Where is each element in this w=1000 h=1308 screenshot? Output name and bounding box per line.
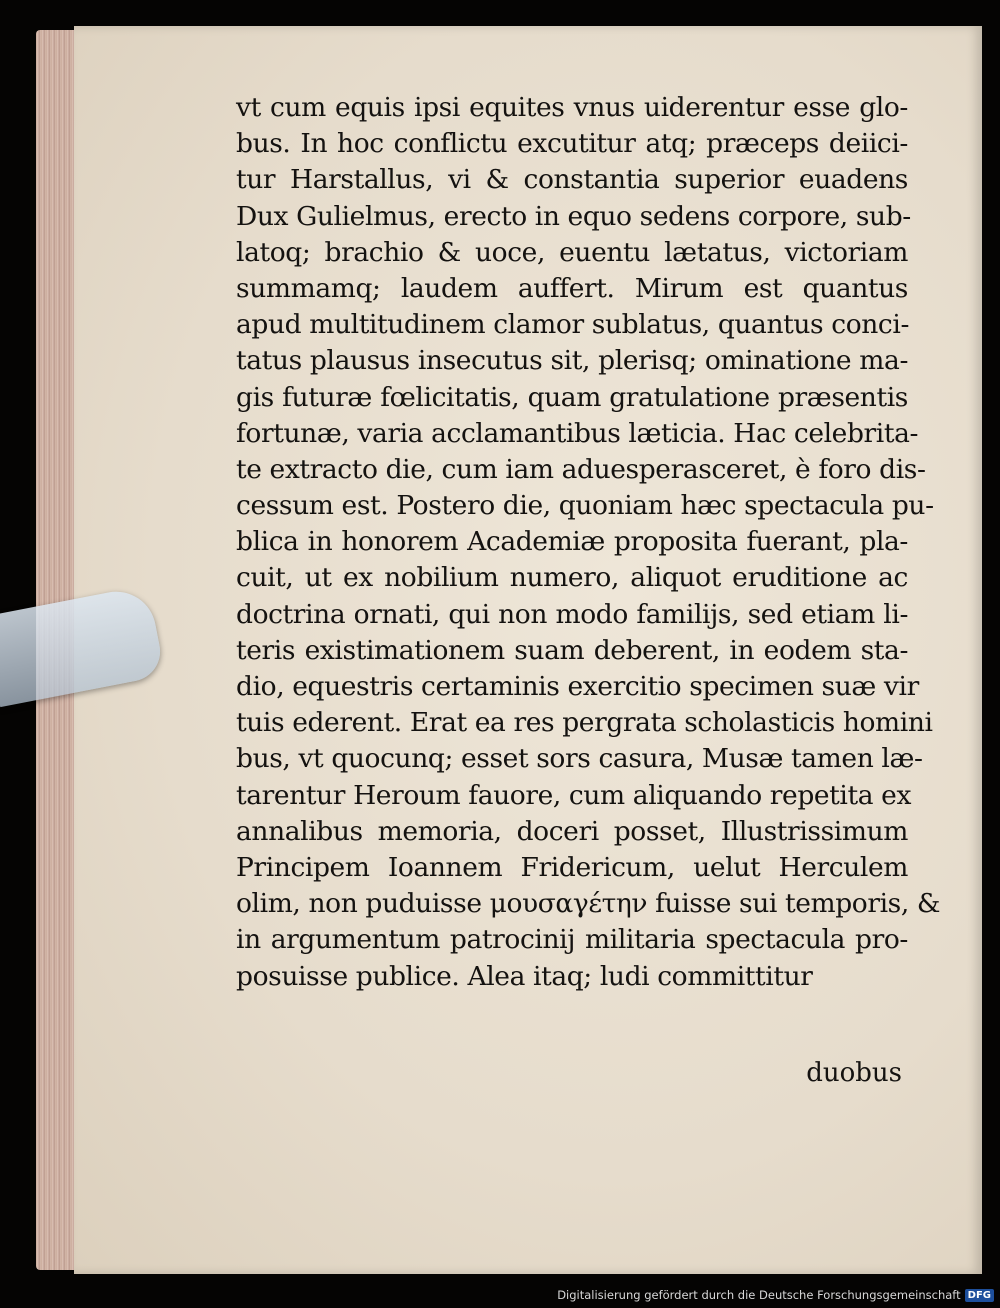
text-line: doctrina ornati, qui non modo familijs, sed etiam li- <box>236 598 908 630</box>
text-line: posuisse publice. Alea itaq; ludi committitur <box>236 960 813 992</box>
text-line: teris existimationem suam deberent, in eodem sta- <box>236 634 908 666</box>
text-line: apud multitudinem clamor sublatus, quantus conci- <box>236 309 909 341</box>
text-line: latoq; brachio & uoce, euentu lætatus, victoriam <box>236 236 908 268</box>
text-line: annalibus memoria, doceri posset, Illustrissimum <box>236 815 908 847</box>
text-block <box>236 90 941 995</box>
dfg-logo-icon: DFG <box>965 1289 994 1302</box>
text-line: tatus plausus insecutus sit, plerisq; ominatione ma- <box>236 345 908 377</box>
catchword: duobus <box>806 1058 902 1088</box>
text-line: Dux Gulielmus, erecto in equo sedens corpore, sub- <box>236 200 911 232</box>
text-line: cessum est. Postero die, quoniam hæc spectacula pu- <box>236 490 934 522</box>
text-line: gis futuræ fœlicitatis, quam gratulatione præsentis <box>236 381 908 413</box>
text-line: in argumentum patrocinij militaria spectacula pro- <box>236 924 908 956</box>
text-line: olim, non puduisse μουσαγέτην fuisse sui temporis, & <box>236 888 941 920</box>
text-line: vt cum equis ipsi equites vnus uiderentur esse glo- <box>236 92 908 123</box>
text-line: bus, vt quocunq; esset sors casura, Musæ tamen læ- <box>236 743 923 775</box>
text-line: fortunæ, varia acclamantibus læticia. Hac celebrita- <box>236 417 919 449</box>
digitization-credit <box>557 1286 994 1304</box>
text-line: te extracto die, cum iam aduesperasceret, è foro dis- <box>236 453 926 485</box>
text-line: tuis ederent. Erat ea res pergrata scholasticis homini <box>236 707 933 739</box>
text-line: bus. In hoc conflictu excutitur atq; præceps deiici- <box>236 128 908 160</box>
text-line: tur Harstallus, vi & constantia superior euadens <box>236 164 908 196</box>
text-line: tarentur Heroum fauore, cum aliquando repetita ex <box>236 779 912 811</box>
text-line: cuit, ut ex nobilium numero, aliquot eruditione ac <box>236 562 908 594</box>
text-line: blica in honorem Academiæ proposita fuerant, pla- <box>236 526 908 558</box>
text-line: dio, equestris certaminis exercitio specimen suæ vir <box>236 671 919 702</box>
credit-text: Digitalisierung gefördert durch die Deutsche Forschungsgemeinschaft <box>557 1288 961 1302</box>
text-line: summamq; laudem auffert. Mirum est quantus <box>236 272 908 304</box>
text-line: Principem Ioannem Fridericum, uelut Herculem <box>236 851 908 883</box>
